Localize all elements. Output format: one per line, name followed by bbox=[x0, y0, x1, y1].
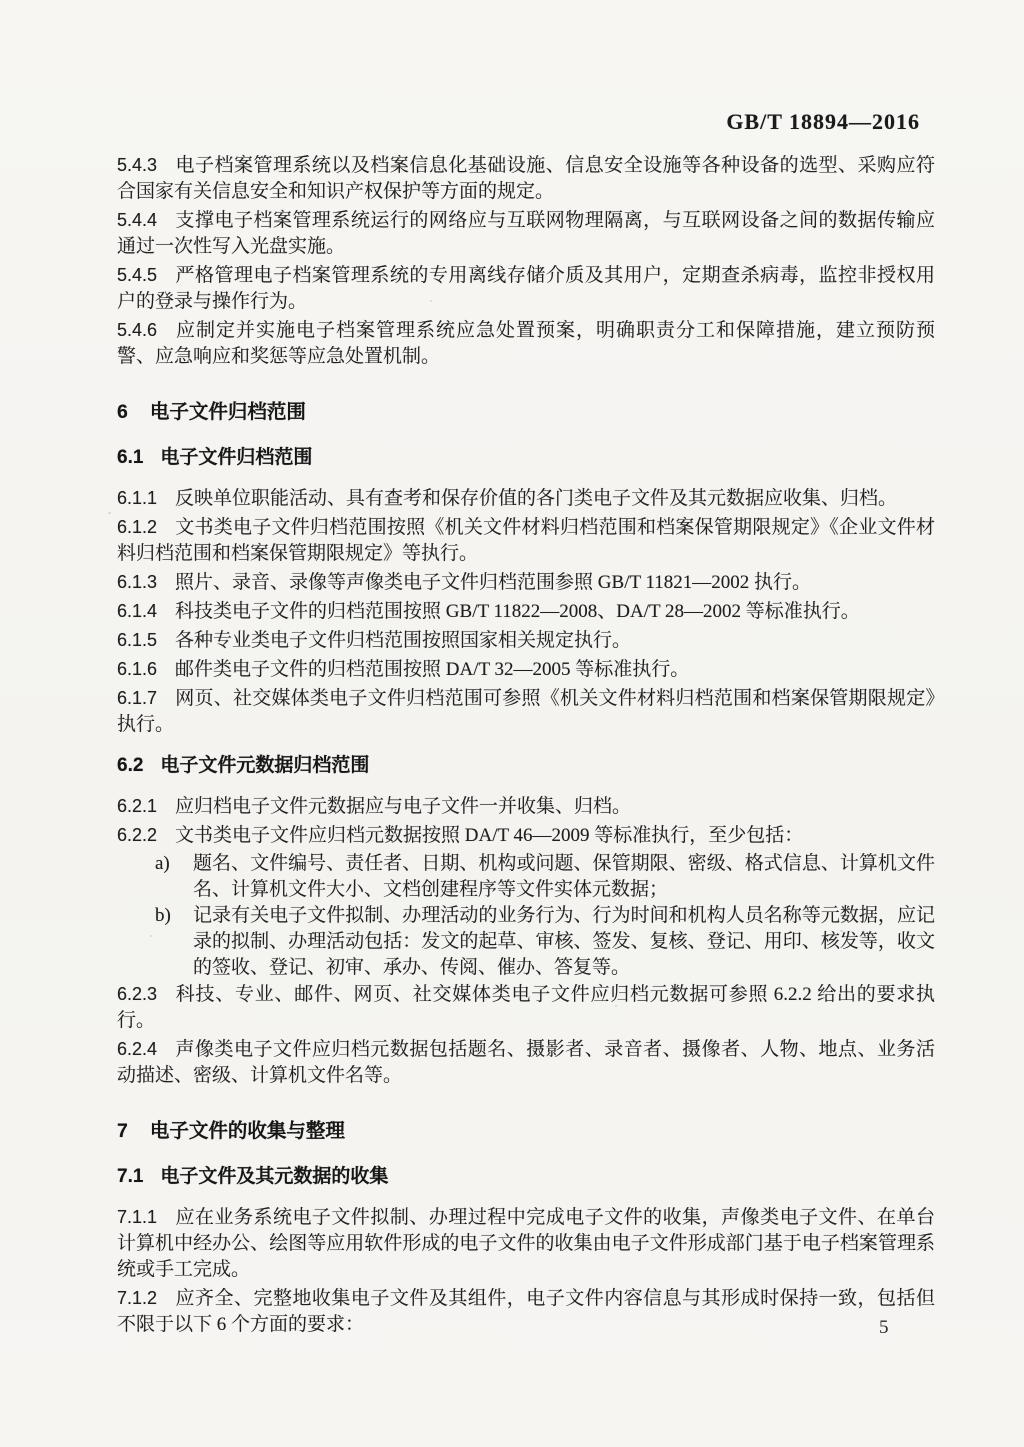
clause-text: 应齐全、完整地收集电子文件及其组件，电子文件内容信息与其形成时保持一致，包括但不限于以下 6 个方面的要求： bbox=[117, 1288, 935, 1335]
clause-7.1.2 bbox=[117, 1285, 935, 1338]
clause-number: 5.4.4 bbox=[117, 210, 158, 230]
clause-number: 7.1.1 bbox=[117, 1207, 158, 1227]
clause-number: 5.4.3 bbox=[117, 155, 158, 175]
chapter-number: 6 bbox=[117, 401, 128, 423]
clause-6.1.2 bbox=[117, 514, 935, 567]
clause-number: 6.1.7 bbox=[117, 688, 158, 708]
clause-number: 5.4.5 bbox=[117, 265, 158, 285]
clause-text: 科技类电子文件的归档范围按照 GB/T 11822—2008、DA/T 28—2002 等标准执行。 bbox=[175, 601, 860, 622]
chapter-number: 7 bbox=[117, 1120, 128, 1142]
clause-5.4.6 bbox=[117, 317, 935, 370]
section-number: 6.2 bbox=[117, 755, 144, 776]
list-item-label: b) bbox=[155, 905, 171, 926]
clause-text: 文书类电子文件应归档元数据按照 DA/T 46—2009 等标准执行，至少包括： bbox=[175, 825, 804, 846]
section-title: 电子文件及其元数据的收集 bbox=[160, 1166, 389, 1187]
clause-7.1.1 bbox=[117, 1204, 935, 1283]
section-heading-6.1 bbox=[117, 445, 935, 471]
clause-text: 声像类电子文件应归档元数据包括题名、摄影者、录音者、摄像者、人物、地点、业务活动描述、密级、计算机文件名等。 bbox=[117, 1039, 935, 1086]
clause-6.1.7 bbox=[117, 685, 935, 738]
section-title: 电子文件归档范围 bbox=[160, 447, 313, 468]
clause-number: 6.1.2 bbox=[117, 517, 158, 537]
list-item-text: 题名、文件编号、责任者、日期、机构或问题、保管期限、密级、格式信息、计算机文件名、计算机文件大小、文档创建程序等文件实体元数据； bbox=[193, 853, 935, 900]
list-item-label: a) bbox=[155, 853, 170, 874]
clause-text: 照片、录音、录像等声像类电子文件归档范围参照 GB/T 11821—2002 执行。 bbox=[175, 572, 812, 593]
clause-text: 反映单位职能活动、具有查考和保存价值的各门类电子文件及其元数据应收集、归档。 bbox=[175, 488, 898, 509]
clause-text: 科技、专业、邮件、网页、社交媒体类电子文件应归档元数据可参照 6.2.2 给出的要求执行。 bbox=[117, 984, 935, 1031]
clause-5.4.3 bbox=[117, 152, 935, 205]
chapter-title: 电子文件的收集与整理 bbox=[149, 1120, 345, 1142]
clause-number: 6.2.4 bbox=[117, 1039, 158, 1059]
clause-6.1.3 bbox=[117, 569, 935, 596]
clause-number: 6.1.5 bbox=[117, 630, 158, 650]
clause-text: 各种专业类电子文件归档范围按照国家相关规定执行。 bbox=[175, 630, 632, 651]
clause-text: 邮件类电子文件的归档范围按照 DA/T 32—2005 等标准执行。 bbox=[175, 659, 690, 680]
clause-6.1.1 bbox=[117, 485, 935, 512]
clause-text: 应归档电子文件元数据应与电子文件一并收集、归档。 bbox=[175, 796, 632, 817]
clause-text: 网页、社交媒体类电子文件归档范围可参照《机关文件材料归档范围和档案保管期限规定》执行。 bbox=[117, 688, 935, 735]
chapter-title: 电子文件归档范围 bbox=[149, 401, 306, 423]
clause-6.2.1 bbox=[117, 793, 935, 820]
page-number: 5 bbox=[879, 1317, 889, 1338]
list-item-b bbox=[117, 903, 935, 981]
clause-number: 6.1.4 bbox=[117, 601, 158, 621]
list-item-text: 记录有关电子文件拟制、办理活动的业务行为、行为时间和机构人员名称等元数据，应记录的拟制、办理活动包括：发文的起草、审核、签发、复核、登记、用印、核发等，收文的签收、登记、初审、承办、传阅、催办、答复等。 bbox=[193, 905, 935, 978]
section-number: 7.1 bbox=[117, 1166, 144, 1187]
clause-6.1.4 bbox=[117, 598, 935, 625]
clause-number: 6.2.3 bbox=[117, 984, 158, 1004]
section-heading-6.2 bbox=[117, 753, 935, 779]
section-heading-7.1 bbox=[117, 1164, 935, 1190]
clause-6.1.5 bbox=[117, 627, 935, 654]
document-body bbox=[117, 152, 935, 1340]
clause-6.2.2 bbox=[117, 822, 935, 849]
clause-text: 应在业务系统电子文件拟制、办理过程中完成电子文件的收集，声像类电子文件、在单台计算机中经办公、绘图等应用软件形成的电子文件的收集由电子文件形成部门基于电子档案管理系统或手工完成。 bbox=[117, 1207, 935, 1280]
clause-text: 支撑电子档案管理系统运行的网络应与互联网物理隔离，与互联网设备之间的数据传输应通过一次性写入光盘实施。 bbox=[117, 210, 935, 257]
clause-number: 6.2.2 bbox=[117, 825, 158, 845]
clause-text: 文书类电子文件归档范围按照《机关文件材料归档范围和档案保管期限规定》《企业文件材料归档范围和档案保管期限规定》等执行。 bbox=[117, 517, 935, 564]
scan-speck bbox=[108, 512, 111, 514]
clause-number: 6.1.1 bbox=[117, 488, 158, 508]
list-item-a bbox=[117, 851, 935, 903]
clause-text: 应制定并实施电子档案管理系统应急处置预案，明确职责分工和保障措施，建立预防预警、应急响应和奖惩等应急处置机制。 bbox=[117, 320, 935, 367]
clause-6.2.4 bbox=[117, 1036, 935, 1089]
clause-number: 5.4.6 bbox=[117, 320, 158, 340]
standard-code-header: GB/T 18894—2016 bbox=[726, 109, 920, 134]
chapter-heading-6 bbox=[117, 399, 935, 425]
clause-5.4.4 bbox=[117, 207, 935, 260]
clause-number: 6.1.3 bbox=[117, 572, 158, 592]
clause-text: 严格管理电子档案管理系统的专用离线存储介质及其用户，定期查杀病毒，监控非授权用户的登录与操作行为。 bbox=[117, 265, 935, 312]
clause-number: 7.1.2 bbox=[117, 1288, 158, 1308]
clause-6.1.6 bbox=[117, 656, 935, 683]
section-title: 电子文件元数据归档范围 bbox=[160, 755, 370, 776]
section-number: 6.1 bbox=[117, 447, 144, 468]
clause-number: 6.1.6 bbox=[117, 659, 158, 679]
clause-number: 6.2.1 bbox=[117, 796, 158, 816]
chapter-heading-7 bbox=[117, 1118, 935, 1144]
clause-6.2.3 bbox=[117, 981, 935, 1034]
clause-text: 电子档案管理系统以及档案信息化基础设施、信息安全设施等各种设备的选型、采购应符合国家有关信息安全和知识产权保护等方面的规定。 bbox=[117, 155, 935, 202]
clause-5.4.5 bbox=[117, 262, 935, 315]
